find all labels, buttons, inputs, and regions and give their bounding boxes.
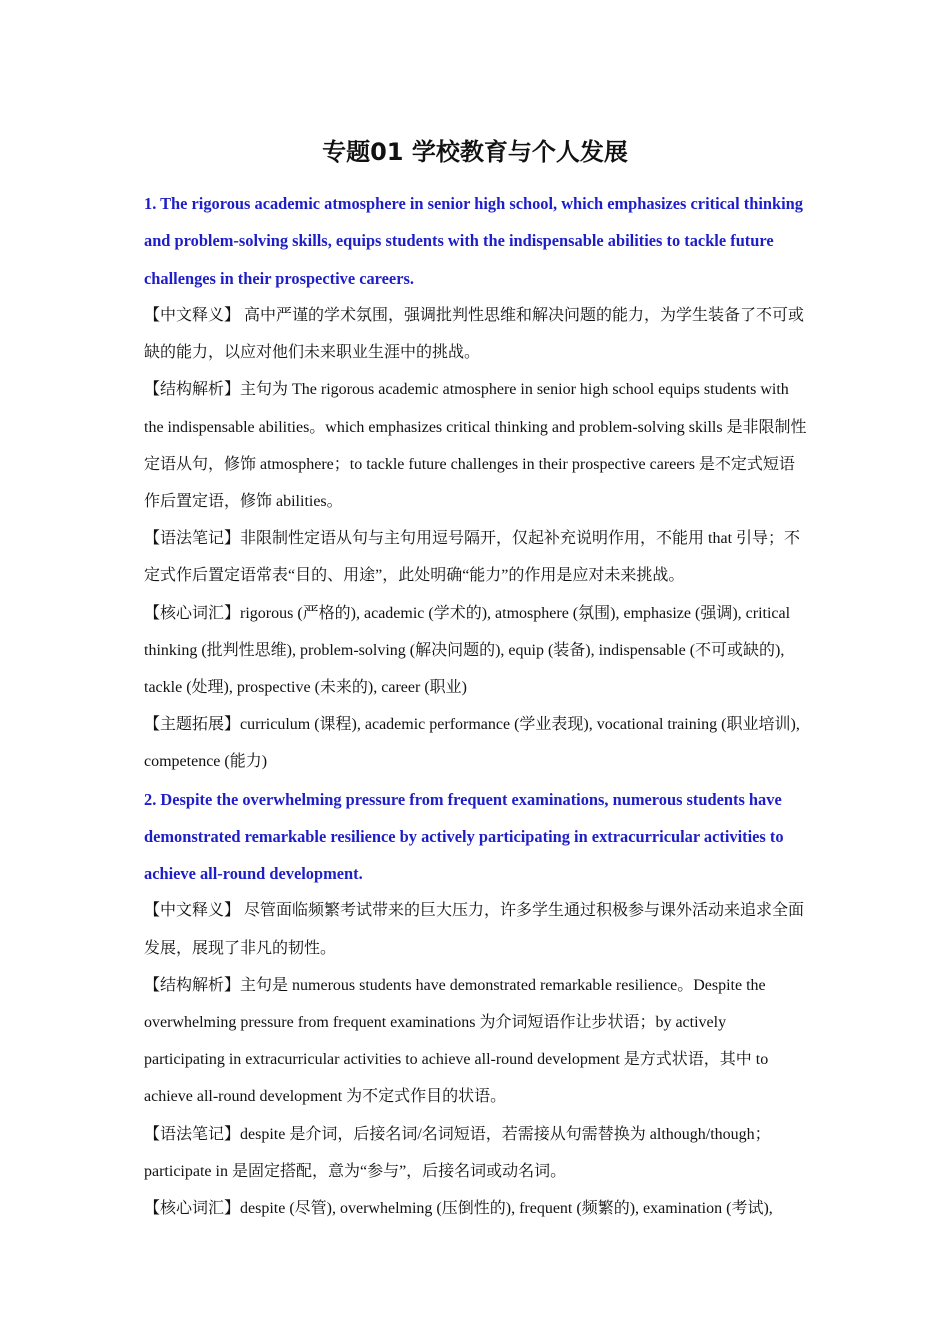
- section-label: 【语法笔记】: [144, 530, 241, 548]
- section-label: 【核心词汇】: [144, 1200, 241, 1218]
- page-title: 专题01 学校教育与个人发展: [322, 138, 628, 166]
- section-core-vocabulary: [144, 1190, 808, 1227]
- section-label: 【结构解析】: [144, 381, 241, 399]
- section-chinese-meaning: [144, 297, 808, 371]
- section-structure-analysis: [144, 967, 808, 1116]
- section-text: 非限制性定语从句与主句用逗号隔开，仅起补充说明作用，不能用 that 引导；不定式作后置定语常表“目的、用途”，此处明确“能力”的作用是应对未来挑战。: [144, 530, 801, 585]
- sentence-item-1: [144, 185, 808, 781]
- section-text: curriculum (课程), academic performance (学业表现), vocational training (职业培训), competence (能力): [144, 716, 800, 771]
- section-label: 【主题拓展】: [144, 716, 241, 734]
- section-grammar-notes: [144, 520, 808, 594]
- section-text: 主句是 numerous students have demonstrated remarkable resilience。Despite the overwhelming pressure from frequent examinations 为介词短语作让步状语；by actively participating in extracurricular activities to achieve all-round development 是方式状语，其中 to achieve all-round development 为不定式作目的状语。: [144, 976, 769, 1106]
- english-sentence: 1. The rigorous academic atmosphere in senior high school, which emphasizes critical thinking and problem-solving skills, equips students with the indispensable abilities to tackle future challenges in their prospective careers.: [144, 194, 803, 288]
- section-label: 【中文释义】: [144, 902, 241, 920]
- section-chinese-meaning: [144, 892, 808, 966]
- section-text: 高中严谨的学术氛围，强调批判性思维和解决问题的能力，为学生装备了不可或缺的能力，以应对他们未来职业生涯中的挑战。: [144, 306, 805, 362]
- english-sentence: 2. Despite the overwhelming pressure from frequent examinations, numerous students have demonstrated remarkable resilience by actively participating in extracurricular activities to achieve all-round development.: [144, 789, 784, 884]
- section-label: 【核心词汇】: [144, 604, 241, 622]
- document-content: [144, 185, 808, 1227]
- section-core-vocabulary: [144, 595, 808, 707]
- section-grammar-notes: [144, 1116, 808, 1190]
- section-topic-extension: [144, 706, 808, 780]
- section-text: despite (尽管), overwhelming (压倒性的), frequent (频繁的), examination (考试),: [240, 1200, 773, 1218]
- section-label: 【结构解析】: [144, 976, 241, 994]
- section-text: despite 是介词，后接名词/名词短语，若需接从句需替换为 although/though；participate in 是固定搭配，意为“参与”，后接名词或动名词。: [144, 1125, 771, 1180]
- section-text: rigorous (严格的), academic (学术的), atmosphere (氛围), emphasize (强调), critical thinking (批判性思维), problem-solving (解决问题的), equip (装备), indispensable (不可或缺的), tackle (处理), prospective (未来的), career (职业): [144, 604, 791, 696]
- sentence-item-2: [144, 781, 808, 1228]
- section-label: 【语法笔记】: [144, 1125, 241, 1143]
- section-label: 【中文释义】: [144, 306, 241, 324]
- section-text: 主句为 The rigorous academic atmosphere in senior high school equips students with the indispensable abilities。which emphasizes critical thinking and problem-solving skills 是非限制性定语从句，修饰 atmosphere；to tackle future challenges in their prospective careers 是不定式短语作后置定语，修饰 abilities。: [144, 381, 807, 510]
- section-text: 尽管面临频繁考试带来的巨大压力，许多学生通过积极参与课外活动来追求全面发展，展现了非凡的韧性。: [144, 902, 805, 957]
- section-structure-analysis: [144, 371, 808, 520]
